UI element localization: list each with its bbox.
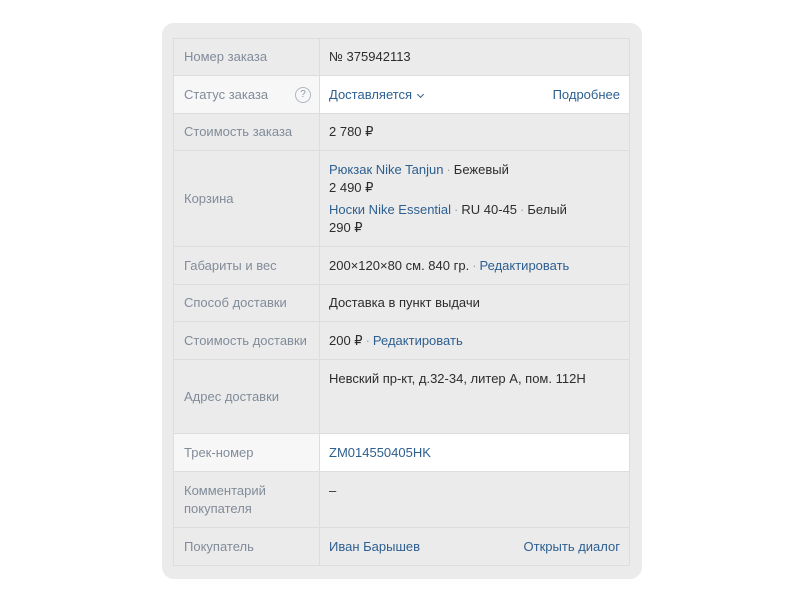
cart-item bbox=[329, 201, 567, 237]
row-delivery-method bbox=[174, 285, 629, 322]
buyer-label: Покупатель bbox=[174, 528, 320, 565]
cart-item-separator: · bbox=[446, 161, 451, 177]
address-label: Адрес доставки bbox=[174, 360, 320, 433]
order-status-value-cell bbox=[320, 76, 629, 113]
cart-item-price: 290 ₽ bbox=[329, 219, 363, 235]
help-icon[interactable]: ? bbox=[295, 87, 311, 103]
row-address bbox=[174, 360, 629, 434]
cart-label: Корзина bbox=[174, 151, 320, 246]
buyer-value-cell bbox=[320, 528, 629, 565]
status-details-link[interactable]: Подробнее bbox=[552, 86, 620, 102]
delivery-cost-value-cell bbox=[320, 322, 629, 359]
cart-item-size: RU 40-45 bbox=[461, 201, 518, 217]
dimensions-label: Габариты и вес bbox=[174, 247, 320, 284]
order-number-label: Номер заказа bbox=[174, 39, 320, 75]
order-details-table bbox=[173, 38, 630, 566]
comment-label-cell bbox=[174, 472, 320, 527]
open-dialog-link[interactable]: Открыть диалог bbox=[523, 538, 620, 554]
order-cost-label: Стоимость заказа bbox=[174, 114, 320, 150]
cart-item-price: 2 490 ₽ bbox=[329, 179, 374, 195]
buyer-name-link[interactable]: Иван Барышев bbox=[329, 538, 421, 554]
cart-item-line bbox=[329, 161, 509, 179]
order-details-panel bbox=[162, 23, 642, 579]
delivery-cost-separator: · bbox=[365, 332, 370, 348]
comment-label-line-2: покупателя bbox=[184, 501, 252, 516]
row-order-number bbox=[174, 39, 629, 76]
row-tracking bbox=[174, 434, 629, 472]
cart-item-variant: Бежевый bbox=[453, 161, 509, 177]
row-order-status bbox=[174, 76, 629, 114]
comment-value: – bbox=[329, 483, 337, 498]
tracking-value-cell bbox=[320, 434, 629, 471]
dimensions-separator: · bbox=[472, 257, 477, 273]
row-dimensions bbox=[174, 247, 629, 285]
status-dropdown[interactable] bbox=[329, 86, 423, 104]
dimensions-value-cell bbox=[320, 247, 629, 284]
comment-label-line-1: Комментарий bbox=[184, 483, 266, 498]
order-cost-value: 2 780 ₽ bbox=[329, 124, 374, 139]
cart-item-name-link[interactable]: Носки Nike Essential bbox=[329, 201, 452, 217]
delivery-cost-label: Стоимость доставки bbox=[174, 322, 320, 359]
order-status-label-cell bbox=[174, 76, 320, 113]
dimensions-edit-link[interactable]: Редактировать bbox=[479, 257, 570, 273]
row-cart bbox=[174, 151, 629, 247]
row-delivery-cost bbox=[174, 322, 629, 360]
cart-item-separator: · bbox=[520, 201, 525, 217]
chevron-down-icon bbox=[417, 90, 424, 97]
tracking-label: Трек-номер bbox=[174, 434, 320, 471]
delivery-cost-value: 200 ₽ bbox=[329, 332, 363, 348]
delivery-method-label: Способ доставки bbox=[174, 285, 320, 321]
cart-items bbox=[320, 151, 629, 246]
cart-item-line bbox=[329, 201, 567, 219]
cart-item-separator: · bbox=[454, 201, 459, 217]
row-order-cost bbox=[174, 114, 629, 151]
status-dropdown-label: Доставляется bbox=[329, 86, 413, 102]
cart-item bbox=[329, 161, 509, 197]
row-buyer bbox=[174, 528, 629, 565]
delivery-method-value: Доставка в пункт выдачи bbox=[329, 295, 480, 310]
cart-item-name-link[interactable]: Рюкзак Nike Tanjun bbox=[329, 161, 444, 177]
order-number-value: № 375942113 bbox=[329, 49, 411, 64]
delivery-cost-edit-link[interactable]: Редактировать bbox=[372, 332, 463, 348]
cart-item-variant: Белый bbox=[527, 201, 567, 217]
address-value: Невский пр-кт, д.32-34, литер А, пом. 112Н bbox=[329, 371, 586, 386]
order-status-label: Статус заказа bbox=[184, 86, 269, 102]
dimensions-value: 200×120×80 см. 840 гр. bbox=[329, 257, 470, 273]
row-comment bbox=[174, 472, 629, 528]
tracking-number-link[interactable]: ZM014550405HK bbox=[329, 444, 431, 460]
